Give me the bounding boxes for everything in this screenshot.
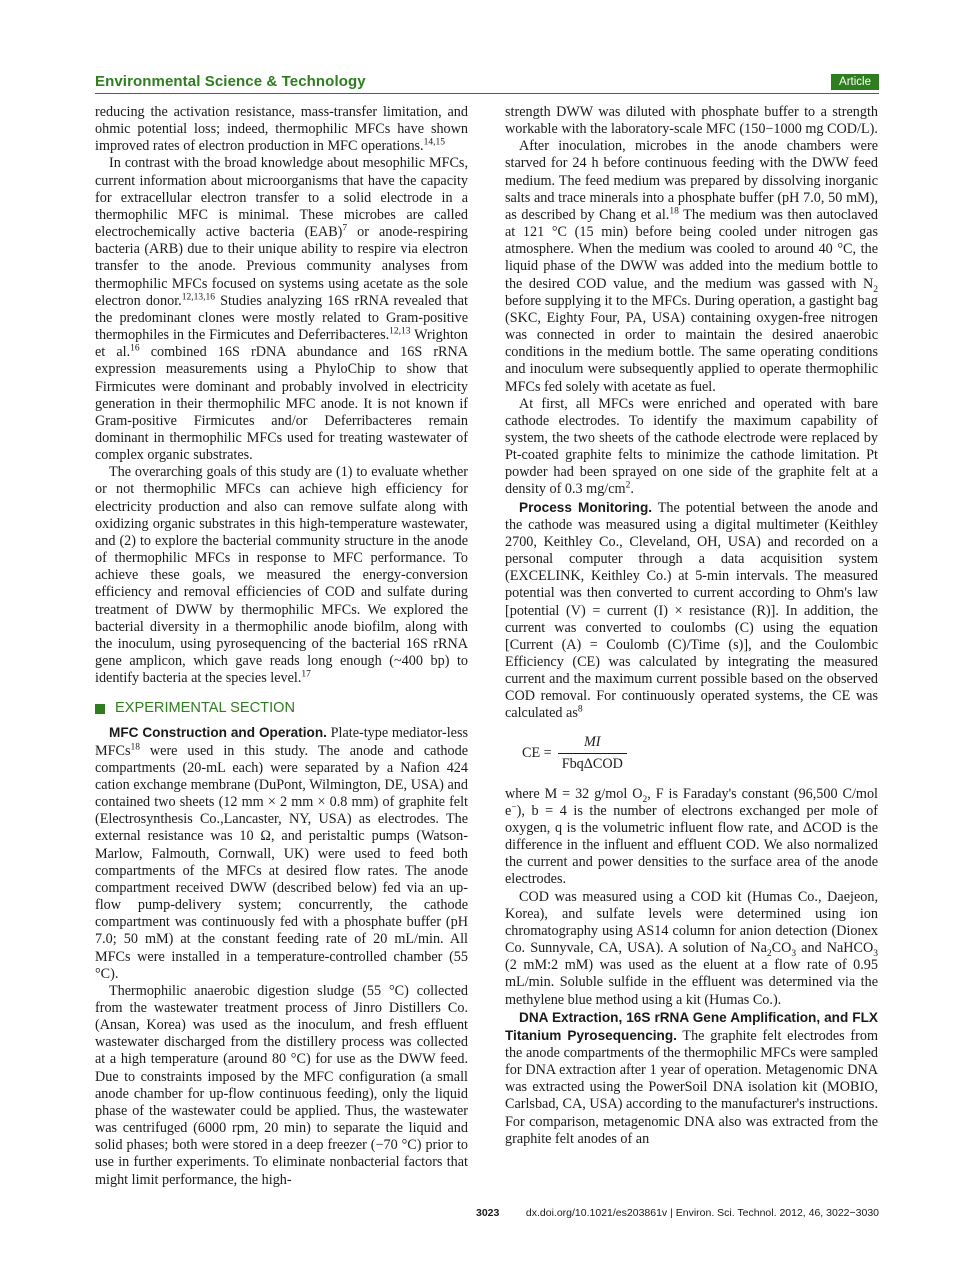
section-heading: EXPERIMENTAL SECTION [95,700,468,717]
run-in-heading: DNA Extraction, 16S rRNA Gene Amplification, and FLX Titanium Pyrosequencing. [505,1009,878,1043]
right-column [505,104,878,1148]
doi-citation[interactable]: dx.doi.org/10.1021/es203861v | Environ. Sci. Technol. 2012, 46, 3022−3030 [525,1207,879,1219]
paragraph: The overarching goals of this study are (1) to evaluate whether or not thermophilic MFCs can achieve high efficiency for electricity production and also can remove sulfate along with oxidizing organic substrates in this high-temperature wastewater, and (2) to explore the bacterial community structure in the anode of thermophilic MFCs in response to MFC performance. To achieve these goals, we measured the energy-conversion efficiency and removal efficiencies of COD and sulfate during treatment of DWW by thermophilic MFCs. We explored the bacterial diversity in a thermophilic anode biofilm, along with the inoculum, using pyrosequencing of the bacterial 16S rRNA gene amplicon, which gave reads long enough (~400 bp) to identify bacteria at the species level.$^{17}$ [95,464,468,687]
running-header [95,73,879,94]
equation-numerator: MI [583,733,601,750]
paragraph: strength DWW was diluted with phosphate buffer to a strength workable with the laboratory-scale MFC (150−1000 mg COD/L). [505,104,878,138]
equation-fraction [558,734,627,773]
run-in-heading: MFC Construction and Operation. [109,725,327,741]
paragraph: Thermophilic anaerobic digestion sludge (55 °C) collected from the wastewater treatment process of Jinro Distillers Co. (Ansan, Korea) was used as the inoculum, and fresh effluent wastewater discharged from the distillery process was collected at a high temperature (around 80 °C) for use as the DWW feed. Due to constraints imposed by the MFC configuration (a small anode chamber for up-flow continuous feeding), only the liquid phase of the wastewater could be applied. Thus, the wastewater was centrifuged (6000 rpm, 20 min) to separate the liquid and solid phases; both were stored in a deep freezer (−70 °C) prior to use in further experiments. To eliminate nonbacterial factors that might limit performance, the high- [95,982,468,1188]
paragraph: DNA Extraction, 16S rRNA Gene Amplification, and FLX Titanium Pyrosequencing. The graphite felt electrodes from the anode compartments of the thermophilic MFCs were sampled for DNA extraction after 1 year of operation. Metagenomic DNA was extracted using the PowerSoil DNA isolation kit (MOBIO, Carlsbad, CA, USA) according to the manufacturer's instructions. For comparison, metagenomic DNA also was extracted from the graphite felt anodes of an [505,1009,878,1147]
journal-title: Environmental Science & Technology [95,73,366,90]
paragraph: reducing the activation resistance, mass-transfer limitation, and ohmic potential loss; indeed, thermophilic MFCs have shown improved rates of electron production in MFC operations.$^{14,15}$ [95,104,468,155]
equation-lhs: CE = [522,745,552,762]
equation-denominator: FbqΔCOD [558,753,627,773]
paragraph: At first, all MFCs were enriched and operated with bare cathode electrodes. To identify the maximum capability of system, the two sheets of the cathode electrode were replaced by Pt-coated graphite felts to minimize the cathode limitation. Pt powder had been sprayed on one side of the graphite felt at a density of 0.3 $mg/cm^2$. [505,395,878,498]
paragraph: where M = 32 g/mol $O_2$, F is Faraday's constant (96,500 C/mol e−), b = 4 is the number of electrons exchanged per mole of oxygen, q is the volumetric influent flow rate, and ΔCOD is the difference in the influent and effluent COD. We also normalized the current and power densities to the surface area of the anode electrodes. [505,785,878,888]
paragraph: In contrast with the broad knowledge about mesophilic MFCs, current information about microorganisms that have the capacity for extracellular electron transfer to a solid electrode in a thermophilic MFC is minimal. These microbes are called electrochemically active bacteria (EAB)$^7$ or anode-respiring bacteria (ARB) due to their unique ability to respire via electron transfer to the anode. Previous community analyses from thermophilic MFCs focused on systems using acetate as the sole electron donor.$^{12,13,16}$ Studies analyzing 16S rRNA revealed that the predominant clones were mostly related to Gram-positive thermophiles in the Firmicutes and Deferribacteres.$^{12,13}$ Wrighton et al.$^{16}$ combined 16S rDNA abundance and 16S rRNA expression measurements using a PhyloChip to show that Firmicutes were dominant and probably involved in electricity generation in their thermophilic MFC anode. It is not known if Gram-positive Firmicutes and/or Deferribacteres remain dominant in thermophilic MFCs used for treating wastewater of complex organic substrates. [95,155,468,464]
article-badge: Article [831,74,879,90]
paragraph: Process Monitoring. The potential between the anode and the cathode was measured using a digital multimeter (Keithley 2700, Keithley Co., Cleveland, OH, USA) and recorded on a personal computer through a data acquisition system (EXCELINK, Keithley Co.) at 5-min intervals. The measured potential was then converted to current according to Ohm's law [potential (V) = current (I) × resistance (R)]. In addition, the current was converted to coulombs (C) using the equation [Current (A) = Coulomb (C)/Time (s)], and the Coulombic Efficiency (CE) was calculated by integrating the measured current and the maximum current possible based on the observed COD removal. For continuously operated systems, the CE was calculated $as^8$ [505,499,878,722]
left-column [95,104,468,1189]
paragraph: COD was measured using a COD kit (Humas Co., Daejeon, Korea), and sulfate levels were determined using ion chromatography using AS14 column for anion detection (Dionex Co. Sunnyvale, CA, USA). A solution of $Na_2CO_3$ and NaHCO$_3$ (2 mM:2 mM) was used as the eluent at a flow rate of 0.95 mL/min. Soluble sulfide in the effluent was determined via the methylene blue method using a kit (Humas Co.). [505,888,879,1008]
page-number: 3023 [476,1207,500,1219]
paragraph: MFC Construction and Operation. Plate-type mediator-less MFCs$^{18}$ were used in this study. The anode and cathode compartments (20-mL each) were separated by a Nafion 424 cation exchange membrane (DuPont, Wilmington, DE, USA) and contained two sheets (12 mm × 2 mm × 0.8 mm) of graphite felt (Electrosynthesis Co.,Lancaster, NY, USA) as electrodes. The external resistance was 10 Ω, and peristaltic pumps (Watson-Marlow, Falmouth, Cornwall, UK) were used to feed both compartments of the MFCs at desired flow rates. The anode compartment received DWW (described below) fed via an up-flow pump-delivery system; concurrently, the cathode compartment was continuously fed with a phosphate buffer (pH 7.0; 50 mM) at the constant feeding rate of 20 mL/min. All MFCs were installed in a temperature-controlled chamber (55 °C). [95,725,468,982]
ce-equation [522,728,878,780]
run-in-heading: Process Monitoring. [519,499,653,515]
square-bullet-icon [95,704,105,714]
paragraph: After inoculation, microbes in the anode chambers were starved for 24 h before continuous feeding with the DWW feed medium. The feed medium was prepared by dissolving inorganic salts and trace minerals into a phosphate buffer (pH 7.0, 50 mM), as described by Chang et al.$^{18}$ The medium was then autoclaved at 121 °C (15 min) before being cooled under nitrogen gas atmosphere. When the medium was cooled to around 40 °C, the liquid phase of the DWW was added into the medium bottle to the desired COD value, and the medium was gassed with $N_2$ before supplying it to the MFCs. During operation, a gastight bag (SKC, Eighty Four, PA, USA) containing oxygen-free nitrogen was connected in order to maintain the desired anaerobic conditions in the medium bottle. The same operating conditions and inoculum were subsequently applied to operate thermophilic MFCs fed solely with acetate as fuel. [505,138,878,395]
